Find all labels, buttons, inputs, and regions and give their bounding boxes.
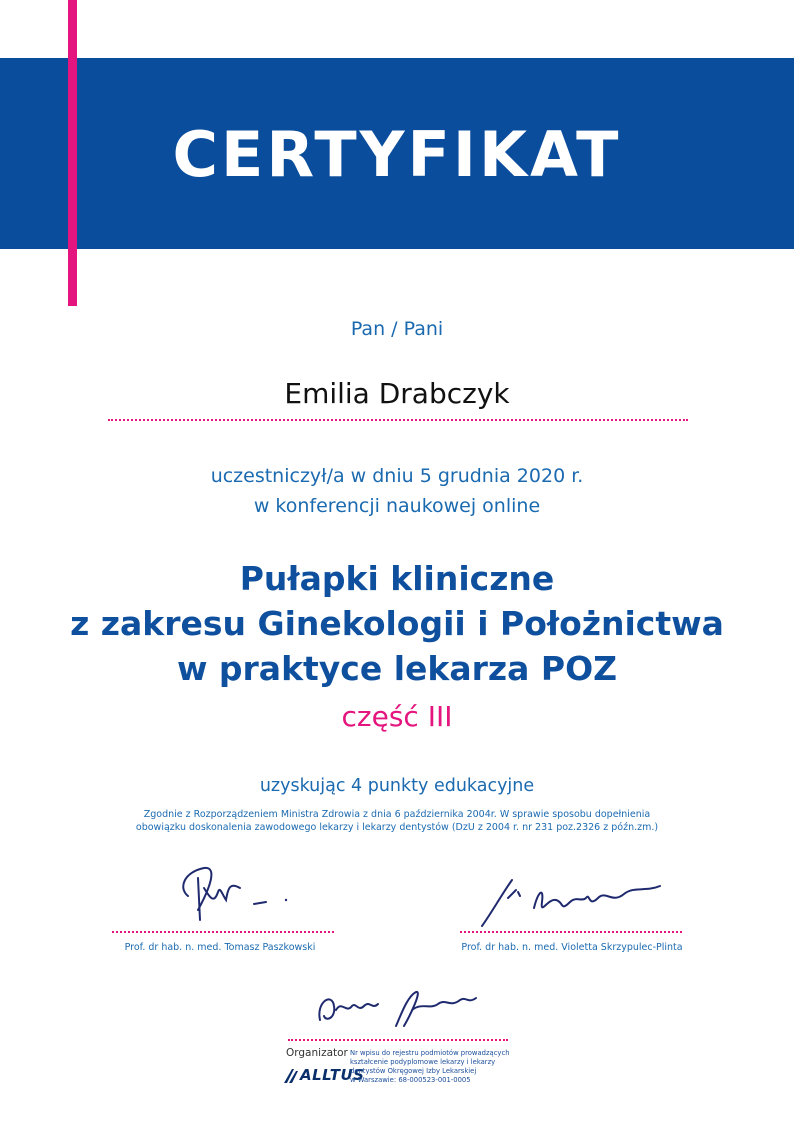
recipient-name: Emilia Drabczyk [284, 377, 510, 410]
signatory-left-name: Prof. dr hab. n. med. Tomasz Paszkowski [124, 942, 316, 953]
conference-title-line-1: Pułapki kliniczne [239, 559, 555, 598]
left-signature-line [112, 931, 334, 933]
signature-organizer [312, 982, 482, 1040]
organizer-signature-line [288, 1039, 508, 1041]
legal-line-1: Zgodnie z Rozporządzeniem Ministra Zdrowia z dnia 6 października 2004r. W sprawie sposobu dopełnienia [143, 809, 651, 820]
registry-line-4: w Warszawie: 68-000523-001-0005 [350, 1076, 471, 1084]
signature-left [170, 858, 300, 930]
registry-line-1: Nr wpisu do rejestru podmiotów prowadzących [350, 1049, 510, 1057]
logo-mark-icon [284, 1069, 300, 1083]
name-dotted-line [108, 419, 688, 421]
participation-line-2: w konferencji naukowej online [253, 495, 541, 517]
participation-line-1: uczestniczył/a w dniu 5 grudnia 2020 r. [210, 465, 584, 487]
signature-right [478, 872, 668, 932]
conference-title-line-2: z zakresu Ginekologii i Położnictwa [70, 604, 724, 643]
legal-note [0, 808, 794, 834]
logo-text: ALLTUS [300, 1066, 365, 1084]
registry-line-3: dentystów Okręgowej Izby Lekarskiej [350, 1067, 477, 1075]
conference-title [0, 556, 794, 691]
conference-title-line-3: w praktyce lekarza POZ [176, 649, 618, 688]
registry-line-2: kształcenie podyplomowe lekarzy i lekarzy [350, 1058, 496, 1066]
right-signature-line [460, 931, 682, 933]
certificate-title: CERTYFIKAT [172, 118, 622, 191]
legal-line-2: obowiązku doskonalenia zawodowego lekarzy i lekarzy dentystów (DzU z 2004 r. nr 231 poz.2326 z późn.zm.) [135, 822, 659, 833]
conference-part: część III [341, 700, 453, 733]
signatory-right-name: Prof. dr hab. n. med. Violetta Skrzypulec-Plinta [461, 942, 683, 953]
organizer-label: Organizator [286, 1047, 348, 1059]
participation-text [0, 461, 794, 521]
education-points: uzyskując 4 punkty edukacyjne [259, 776, 535, 796]
registry-info [350, 1049, 550, 1085]
salutation: Pan / Pani [350, 318, 444, 340]
